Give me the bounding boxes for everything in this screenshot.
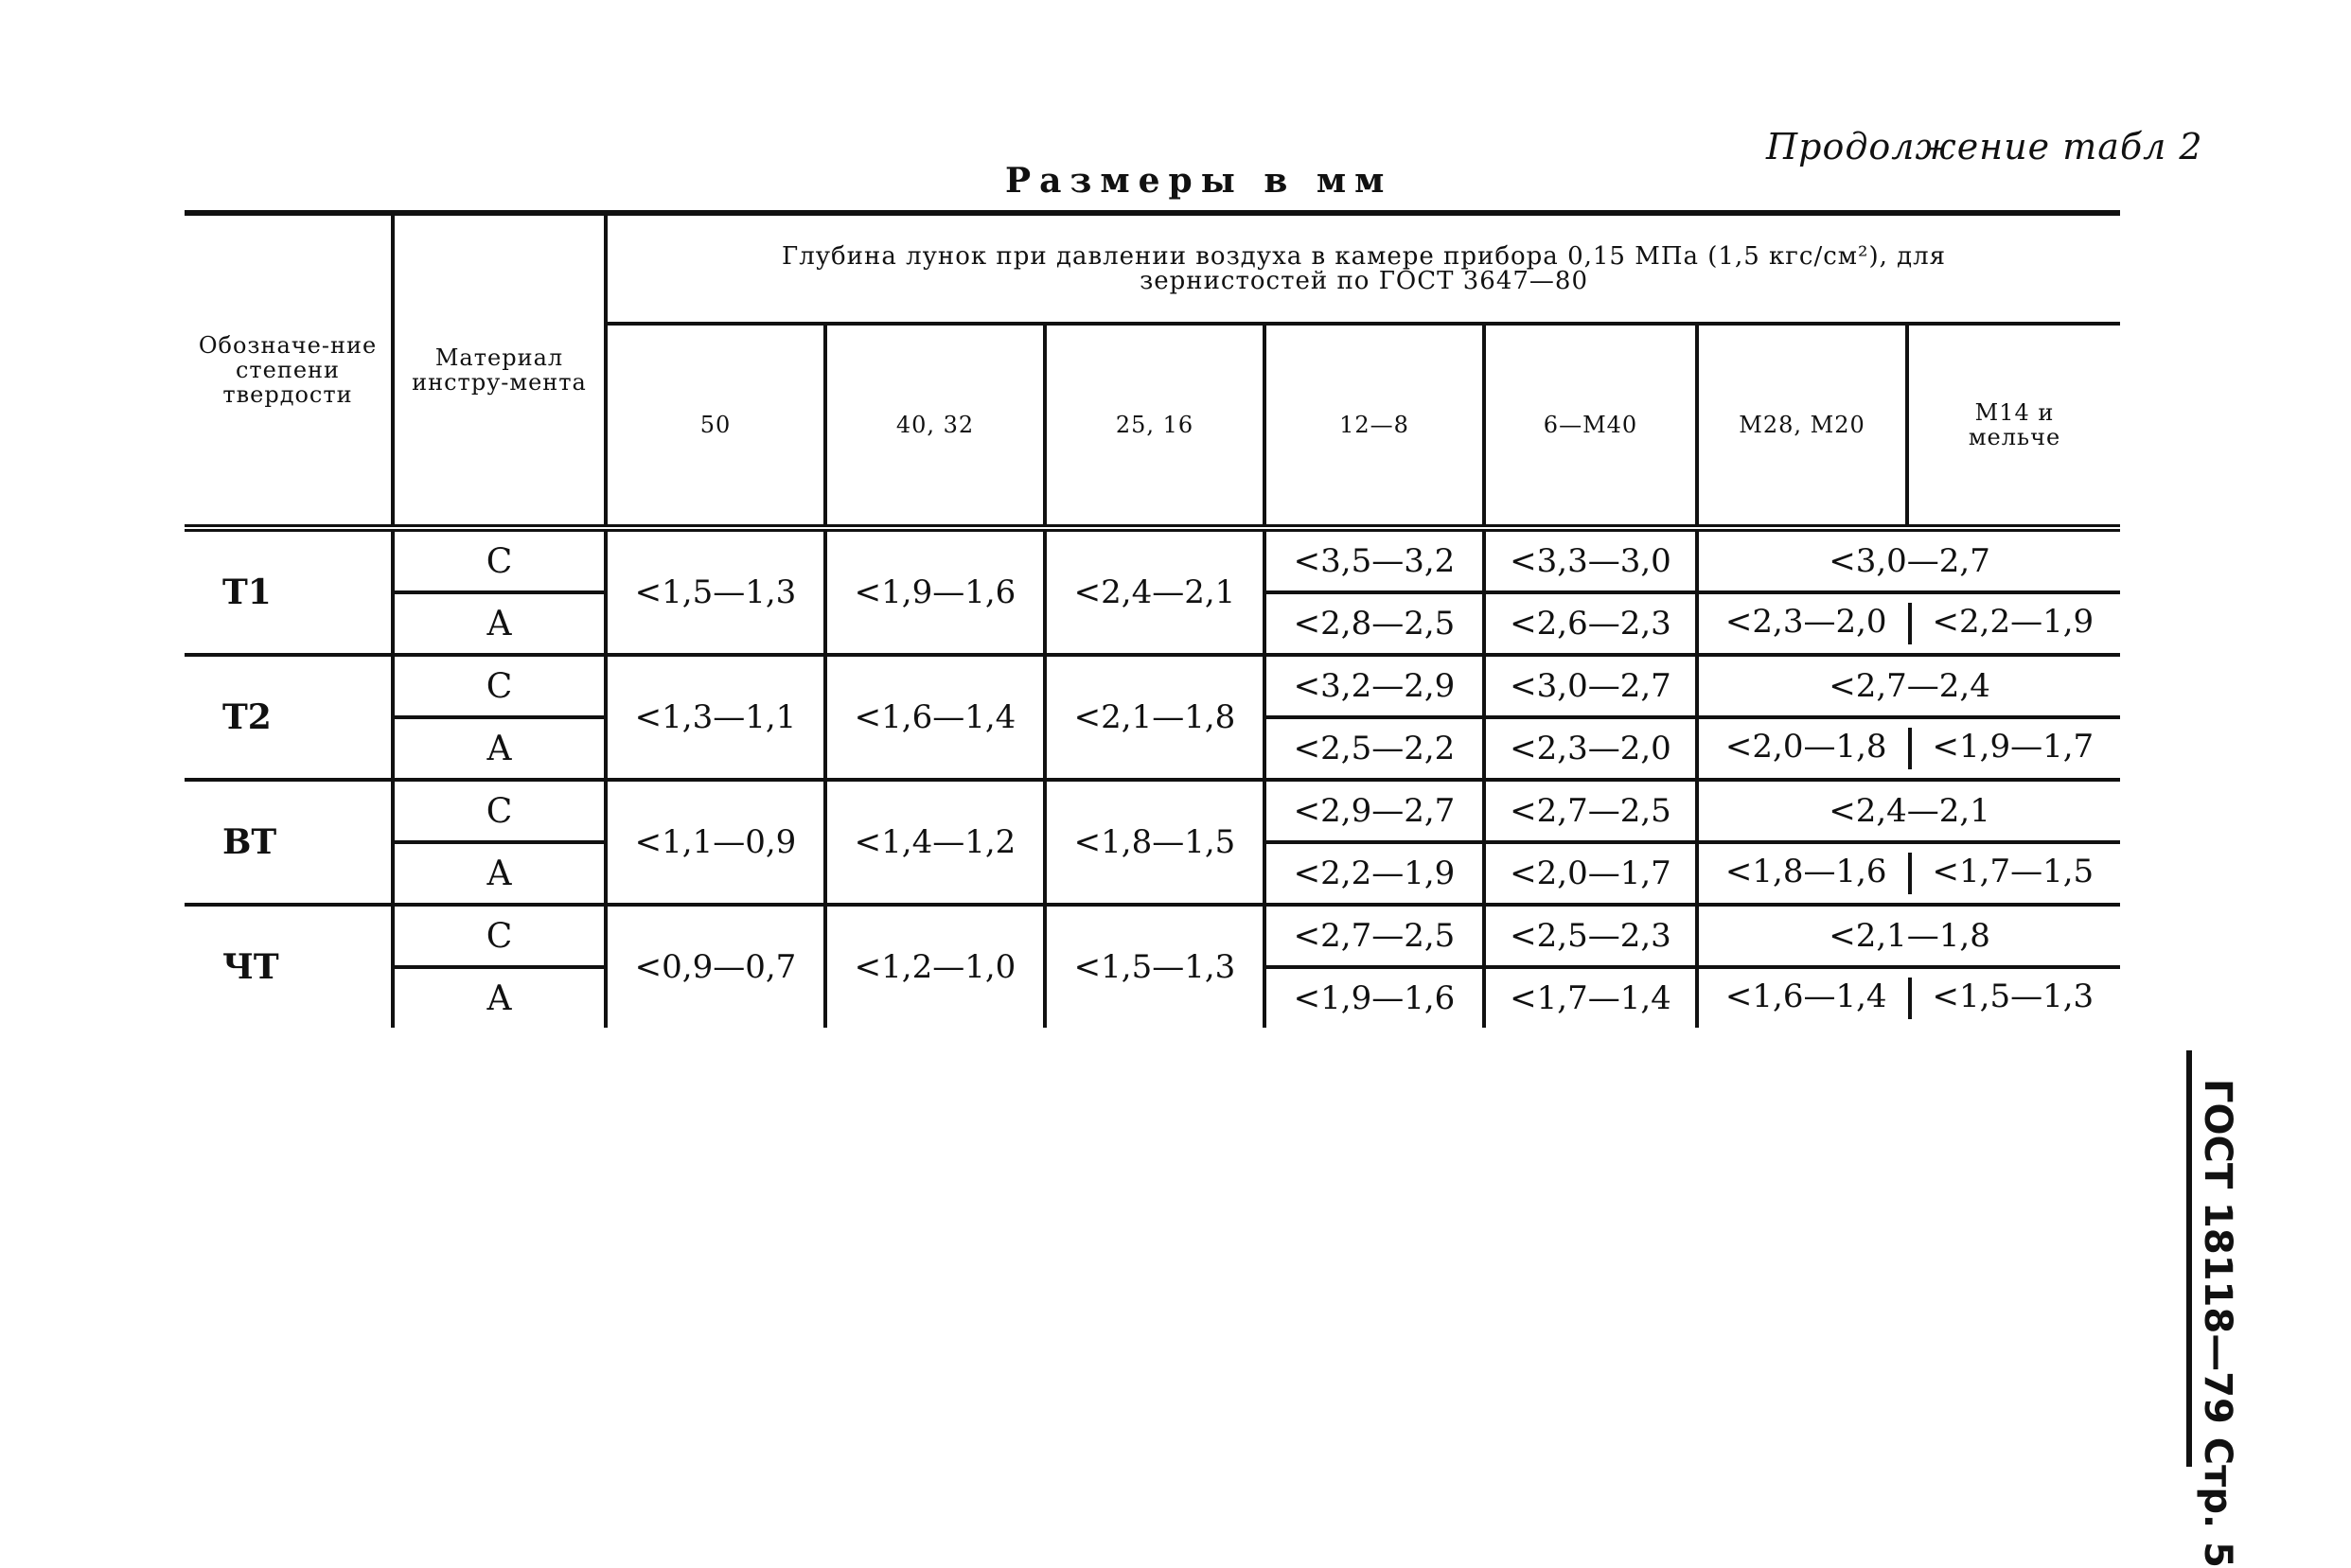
grit-header-50: 50 [606,324,825,528]
value-m14: <1,7—1,5 [1932,853,2095,890]
depth-span-header: Глубина лунок при давлении воздуха в камере прибора 0,15 МПа (1,5 кгс/см²), для зернистостей по ГОСТ 3647—80 [606,213,2120,324]
split-divider [1908,978,1912,1019]
value-cell-merged: <2,7—2,4 [1697,655,2120,717]
grade-label: ВТ [185,780,393,905]
value-m28: <1,8—1,6 [1724,853,1887,890]
material-label-c: С [393,528,606,592]
value-cell: <1,8—1,5 [1045,780,1264,905]
value-cell: <3,0—2,7 [1484,655,1697,717]
value-cell: <1,5—1,3 [606,528,825,655]
value-cell: <0,9—0,7 [606,905,825,1028]
grit-header-m28-m20: М28, М20 [1697,324,1907,528]
header-row-1 [185,213,2120,324]
value-cell: <1,7—1,4 [1484,967,1697,1028]
grit-header-25-16: 25, 16 [1045,324,1264,528]
grade-column-header: Обозначе-ние степени твердости [185,213,393,528]
grade-label: Т1 [185,528,393,655]
material-label-a: А [393,842,606,905]
value-cell: <2,7—2,5 [1484,780,1697,842]
value-cell: <1,3—1,1 [606,655,825,780]
value-m14: <1,9—1,7 [1932,728,2095,766]
grit-header-40-32: 40, 32 [825,324,1045,528]
split-divider [1908,728,1912,769]
value-m28: <2,0—1,8 [1724,728,1887,766]
side-rule [2186,1050,2192,1467]
value-cell: <3,2—2,9 [1264,655,1484,717]
grade-label: ЧТ [185,905,393,1028]
split-divider [1908,853,1912,894]
value-cell-split [1697,967,2120,1028]
grit-header-m14: М14 и мельче [1907,324,2120,528]
value-cell-split [1697,717,2120,780]
value-cell: <1,1—0,9 [606,780,825,905]
table-row-t1-c [185,528,2120,592]
grade-label: Т2 [185,655,393,780]
table-row-t2-c [185,655,2120,717]
material-label-c: С [393,655,606,717]
value-cell: <1,9—1,6 [1264,967,1484,1028]
value-cell: <2,7—2,5 [1264,905,1484,967]
hardness-table [185,210,2120,1028]
grit-header-6-m40: 6—М40 [1484,324,1697,528]
value-cell: <1,9—1,6 [825,528,1045,655]
value-cell-split [1697,842,2120,905]
material-label-c: С [393,780,606,842]
grit-header-12-8: 12—8 [1264,324,1484,528]
value-cell: <2,0—1,7 [1484,842,1697,905]
value-cell: <1,4—1,2 [825,780,1045,905]
material-label-a: А [393,967,606,1028]
value-cell: <2,6—2,3 [1484,592,1697,655]
material-label-a: А [393,592,606,655]
value-m14: <1,5—1,3 [1932,978,2095,1015]
value-cell: <2,3—2,0 [1484,717,1697,780]
value-m28: <1,6—1,4 [1724,978,1887,1015]
value-cell: <1,5—1,3 [1045,905,1264,1028]
page-footer-side [2186,1050,2239,1568]
value-cell-merged: <3,0—2,7 [1697,528,2120,592]
value-cell: <3,3—3,0 [1484,528,1697,592]
table-continuation-caption: Продолжение табл 2 [1766,126,2203,167]
value-cell-merged: <2,1—1,8 [1697,905,2120,967]
value-m14: <2,2—1,9 [1932,603,2095,641]
material-label-c: С [393,905,606,967]
table-row-cht-c [185,905,2120,967]
material-label-a: А [393,717,606,780]
split-divider [1908,603,1912,644]
document-reference: ГОСТ 18118—79 Стр. 5 [2196,1079,2239,1568]
material-column-header: Материал инстру-мента [393,213,606,528]
value-cell: <1,2—1,0 [825,905,1045,1028]
value-cell: <2,5—2,3 [1484,905,1697,967]
value-cell: <2,9—2,7 [1264,780,1484,842]
value-cell: <2,8—2,5 [1264,592,1484,655]
value-m28: <2,3—2,0 [1724,603,1887,641]
value-cell: <3,5—3,2 [1264,528,1484,592]
units-note: Размеры в мм [1005,161,1393,201]
value-cell-split [1697,592,2120,655]
value-cell: <2,2—1,9 [1264,842,1484,905]
value-cell: <2,5—2,2 [1264,717,1484,780]
value-cell: <2,1—1,8 [1045,655,1264,780]
value-cell: <1,6—1,4 [825,655,1045,780]
value-cell-merged: <2,4—2,1 [1697,780,2120,842]
value-cell: <2,4—2,1 [1045,528,1264,655]
table-row-vt-c [185,780,2120,842]
